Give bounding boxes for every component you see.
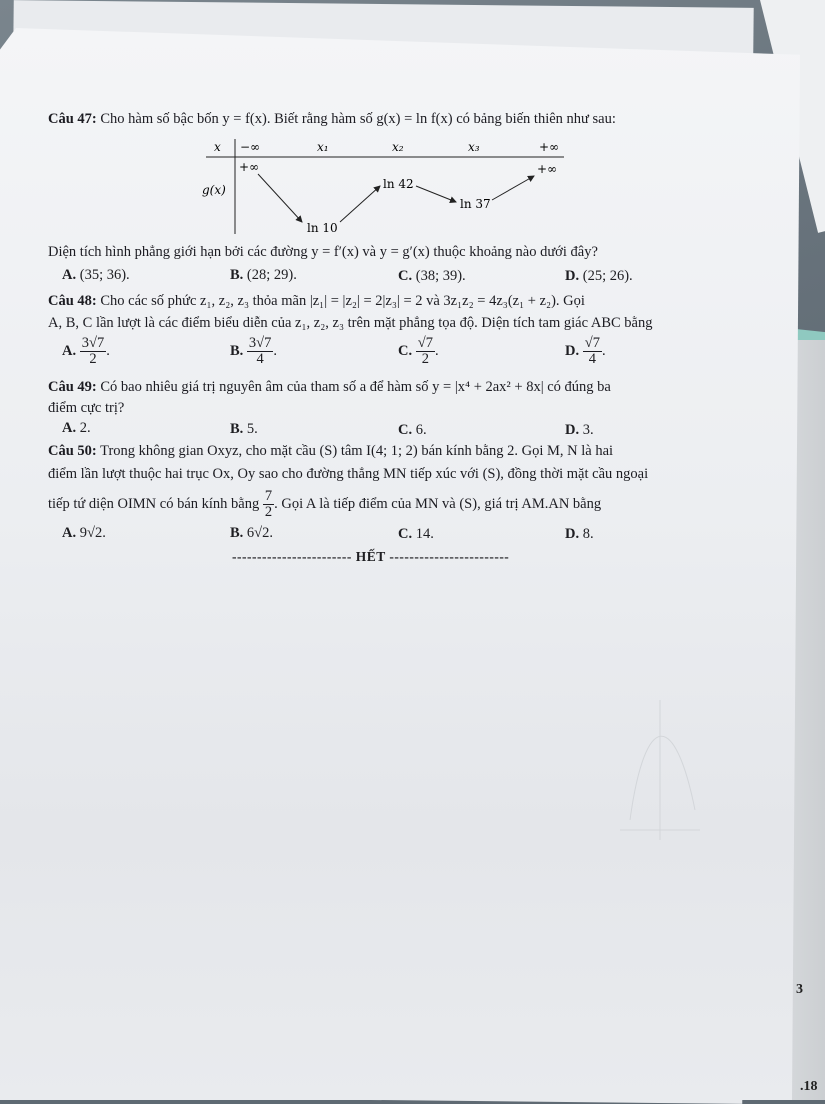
option-text: (38; 39).	[415, 268, 466, 284]
q47-prompt	[48, 111, 616, 128]
q47-option-c[interactable]	[398, 268, 466, 285]
arrow-up-2	[492, 176, 534, 200]
q48-label: Câu 48:	[48, 293, 97, 309]
q49-option-d[interactable]	[565, 422, 594, 439]
arrow-up-1	[340, 186, 380, 222]
q50-option-c[interactable]	[398, 526, 434, 543]
fraction-numerator: 7	[264, 488, 273, 504]
option-fraction	[247, 336, 273, 367]
q49-line1	[48, 379, 611, 396]
option-text: (28; 29).	[246, 267, 297, 283]
table-max: ln 42	[383, 177, 414, 191]
option-text: 5.	[246, 421, 258, 437]
fraction-denominator: 2	[89, 351, 97, 368]
q48-option-b[interactable]: B. $\frac{3√7}{4}$ .	[230, 335, 278, 368]
option-letter: D.	[565, 343, 580, 360]
option-letter: D.	[565, 422, 580, 438]
q50-option-b[interactable]	[230, 525, 273, 542]
option-letter: D.	[565, 526, 580, 542]
arrow-down-2	[416, 186, 456, 202]
option-text: 9√2.	[79, 525, 106, 541]
q48-line2: A, B, C lần lượt là các điểm biểu diễn của z₁, z₂, z₃ trên mặt phẳng tọa độ. Diện tích tam giác ABC bằng	[48, 315, 653, 331]
q50-line1	[48, 443, 613, 460]
option-letter: C.	[398, 343, 413, 360]
table-x3: x₃	[468, 140, 480, 154]
q50-option-d[interactable]	[565, 526, 594, 543]
arrow-down-1	[258, 174, 302, 222]
q49-option-b[interactable]	[230, 421, 258, 438]
option-letter: C.	[398, 526, 413, 542]
option-text: 2.	[79, 420, 91, 436]
q49-text-1: Có bao nhiêu giá trị nguyên âm của tham số a để hàm số y = |x⁴ + 2ax² + 8x| có đúng ba	[100, 379, 611, 395]
q47-question: Diện tích hình phẳng giới hạn bởi các đường y = f′(x) và y = g′(x) thuộc khoảng nào dưới đây?	[48, 244, 598, 260]
fraction-denominator: 2	[421, 351, 429, 368]
option-letter: A.	[62, 343, 77, 360]
fraction-numerator: √7	[584, 335, 600, 351]
table-x2: x₂	[392, 140, 404, 154]
page-number: .18	[800, 1079, 818, 1094]
q50-text-1: Trong không gian Oxyz, cho mặt cầu (S) tâm I(4; 1; 2) bán kính bằng 2. Gọi M, N là hai	[100, 443, 614, 459]
option-text: 3.	[582, 422, 594, 438]
option-fraction	[416, 336, 435, 367]
table-x-minus-inf: −∞	[240, 140, 261, 154]
q48-option-c[interactable]: C. $\frac{√7}{2}$ .	[398, 335, 439, 368]
q50-label: Câu 50:	[48, 443, 97, 459]
q48-option-d[interactable]: D. $\frac{√7}{4}$ .	[565, 335, 606, 368]
q48-option-a[interactable]: A. $\frac{3√7}{2}$ .	[62, 335, 110, 368]
option-letter: B.	[230, 421, 244, 437]
end-marker: ------------------------ HẾT ------------------------	[232, 549, 510, 564]
q50-line3	[48, 489, 601, 520]
option-letter: A.	[62, 525, 77, 541]
fraction-denominator: 4	[256, 351, 264, 368]
option-letter: A.	[62, 420, 77, 436]
side-mark: 3	[796, 982, 803, 997]
q47-label: Câu 47:	[48, 111, 97, 127]
q48-line1	[48, 293, 585, 310]
q50-line2: điểm lần lượt thuộc hai trục Ox, Oy sao cho đường thẳng MN tiếp xúc với (S), đồng thời mặt cầu ngoại	[48, 466, 649, 482]
table-min1: ln 10	[307, 221, 338, 235]
option-text: 14.	[415, 526, 434, 542]
fraction-numerator: 3√7	[248, 335, 272, 351]
q48-text-1: Cho các số phức z₁, z₂, z₃ thỏa mãn |z₁| = |z₂| = 2|z₃| = 2 và 3z₁z₂ = 4z₃(z₁ + z₂). Gọi	[100, 293, 585, 309]
fraction-denominator: 4	[588, 351, 596, 368]
q50-fraction	[263, 489, 274, 520]
table-x1: x₁	[317, 140, 329, 154]
fraction-numerator: 3√7	[81, 335, 105, 351]
option-letter: B.	[230, 525, 244, 541]
option-text: (25; 26).	[582, 268, 633, 284]
option-fraction	[80, 336, 106, 367]
q50-text-3a: tiếp tứ diện OIMN có bán kính bằng	[48, 496, 260, 513]
option-letter: B.	[230, 267, 244, 283]
option-fraction	[583, 336, 602, 367]
q47-option-b[interactable]	[230, 267, 297, 284]
q49-option-c[interactable]	[398, 422, 427, 439]
table-left-value: +∞	[239, 160, 260, 174]
option-letter: A.	[62, 267, 77, 283]
q47-option-a[interactable]	[62, 267, 130, 284]
fraction-denominator: 2	[264, 504, 273, 521]
q50-option-a[interactable]	[62, 525, 106, 542]
q49-label: Câu 49:	[48, 379, 97, 395]
option-text: 6.	[415, 422, 427, 438]
table-x-label: x	[214, 140, 221, 154]
table-right-value: +∞	[537, 162, 558, 176]
bleed-through-graph	[600, 690, 710, 850]
table-g-label: g(x)	[202, 183, 226, 197]
variation-table	[196, 136, 576, 241]
q49-line2: điểm cực trị?	[48, 400, 125, 416]
option-letter: B.	[230, 343, 244, 360]
q47-option-d[interactable]	[565, 268, 633, 285]
q49-option-a[interactable]	[62, 420, 91, 437]
option-letter: D.	[565, 268, 580, 284]
option-text: 6√2.	[246, 525, 274, 541]
q47-text: Cho hàm số bậc bốn y = f(x). Biết rằng hàm số g(x) = ln f(x) có bảng biến thiên như sau:	[100, 111, 616, 127]
option-text: (35; 36).	[79, 267, 130, 283]
option-text: 8.	[582, 526, 594, 542]
fraction-numerator: √7	[417, 335, 433, 351]
table-x-plus-inf: +∞	[539, 140, 560, 154]
q50-text-3b: . Gọi A là tiếp điểm của MN và (S), giá trị AM.AN bằng	[274, 496, 602, 513]
option-letter: C.	[398, 422, 413, 438]
option-letter: C.	[398, 268, 413, 284]
table-min2: ln 37	[460, 197, 491, 211]
